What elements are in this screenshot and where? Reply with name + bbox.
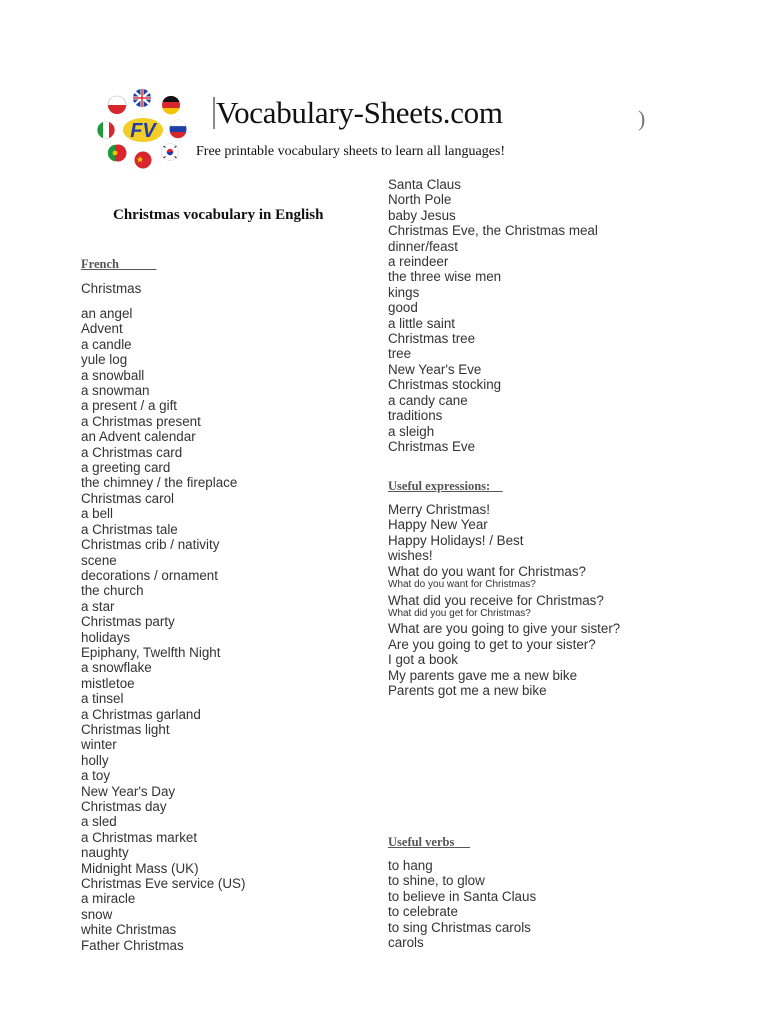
vocabulary-item: holly xyxy=(81,752,109,768)
expression-item: What do you want for Christmas? xyxy=(388,579,536,591)
verb-item: to sing Christmas carols xyxy=(388,919,531,935)
vocabulary-item: a tinsel xyxy=(81,691,124,707)
vocabulary-item: Advent xyxy=(81,321,123,337)
vocabulary-item: kings xyxy=(388,284,420,300)
expression-item: What are you going to give your sister? xyxy=(388,621,621,637)
vocabulary-item: a sled xyxy=(81,814,117,830)
vocabulary-item: decorations / ornament xyxy=(81,567,218,583)
verb-item: carols xyxy=(388,935,424,951)
site-name: Vocabulary-Sheets.com xyxy=(216,95,503,130)
vocabulary-item: a Christmas present xyxy=(81,413,201,429)
vocabulary-item: a Christmas garland xyxy=(81,706,201,722)
site-logo xyxy=(96,88,192,170)
vocabulary-item: dinner/feast xyxy=(388,238,458,254)
verbs-list xyxy=(388,858,536,950)
vocabulary-item: a reindeer xyxy=(388,254,449,270)
verb-item: to shine, to glow xyxy=(388,873,485,889)
site-name-divider xyxy=(213,97,215,129)
vocabulary-item: a candy cane xyxy=(388,392,468,408)
vocabulary-item: Christmas Eve xyxy=(388,438,476,454)
korea-flag-icon xyxy=(162,144,179,161)
vocabulary-item: a Christmas market xyxy=(81,829,198,845)
vocabulary-item: good xyxy=(388,300,418,316)
vocabulary-item: Midnight Mass (UK) xyxy=(81,860,199,876)
vocabulary-item: an angel xyxy=(81,306,133,321)
vocabulary-item: Christmas party xyxy=(81,614,175,630)
vocabulary-item: a Christmas card xyxy=(81,444,183,460)
flags-logo-icon xyxy=(96,88,192,170)
italy-flag-icon xyxy=(97,122,114,139)
vocabulary-item: the chimney / the fireplace xyxy=(81,475,238,491)
expression-item: My parents gave me a new bike xyxy=(388,667,578,683)
vocabulary-item: a miracle xyxy=(81,891,136,907)
first-word: Christmas xyxy=(81,281,142,296)
section-heading-expressions: Useful expressions: xyxy=(388,479,491,493)
vocabulary-item: traditions xyxy=(388,408,443,424)
vocabulary-item: holidays xyxy=(81,629,131,645)
vocabulary-item: Christmas day xyxy=(81,799,167,814)
vocabulary-item: white Christmas xyxy=(81,922,177,938)
vocabulary-item: tree xyxy=(388,346,412,362)
vocabulary-item: New Year's Eve xyxy=(388,361,482,377)
expression-item: Are you going to get to your sister? xyxy=(388,636,596,652)
vocabulary-item: naughty xyxy=(81,845,129,861)
germany-flag-icon xyxy=(162,96,180,114)
vocabulary-item: winter xyxy=(81,737,117,753)
verb-item: to celebrate xyxy=(388,904,458,920)
vocabulary-item: mistletoe xyxy=(81,675,135,691)
right-word-list xyxy=(388,177,598,454)
verb-item: to believe in Santa Claus xyxy=(388,888,537,904)
vocabulary-item: an Advent calendar xyxy=(81,429,196,445)
vocabulary-item: a snowflake xyxy=(81,660,152,676)
vocabulary-item: Christmas tree xyxy=(388,331,476,347)
expression-item: What do you want for Christmas? xyxy=(388,563,586,579)
svg-text:FV: FV xyxy=(130,120,156,142)
vocabulary-item: Christmas stocking xyxy=(388,377,502,393)
vocabulary-item: the three wise men xyxy=(388,269,502,285)
expression-item: What did you receive for Christmas? xyxy=(388,592,604,608)
vocabulary-item: a greeting card xyxy=(81,460,171,476)
expressions-list xyxy=(388,502,620,698)
vocabulary-item: a snowball xyxy=(81,367,145,383)
vocabulary-item: a candle xyxy=(81,336,132,352)
vocabulary-item: a little saint xyxy=(388,315,455,331)
uk-flag-icon xyxy=(133,89,151,107)
expression-item: Happy Holidays! / Best xyxy=(388,532,524,548)
vocabulary-item: North Pole xyxy=(388,192,452,208)
vocabulary-item: a Christmas tale xyxy=(81,521,178,537)
vocabulary-item: scene xyxy=(81,552,117,568)
left-word-list xyxy=(81,306,245,953)
expression-item: I got a book xyxy=(388,652,458,668)
poland-flag-icon xyxy=(108,96,126,114)
vocabulary-item: Christmas crib / nativity xyxy=(81,537,220,553)
vocabulary-item: a sleigh xyxy=(388,423,435,439)
expression-item: Happy New Year xyxy=(388,517,488,533)
fv-logo-icon xyxy=(123,118,163,142)
expression-item: Parents got me a new bike xyxy=(388,683,547,699)
vocabulary-item: New Year's Day xyxy=(81,783,176,799)
expression-item: What did you get for Christmas? xyxy=(388,607,531,619)
site-tagline: Free printable vocabulary sheets to learn all languages! xyxy=(196,144,506,159)
vocabulary-item: Christmas carol xyxy=(81,490,175,506)
expression-item: wishes! xyxy=(388,548,433,564)
vocabulary-item: snow xyxy=(81,906,113,922)
vocabulary-item: the church xyxy=(81,583,144,599)
vocabulary-item: Epiphany, Twelfth Night xyxy=(81,644,221,660)
vocabulary-item: Christmas light xyxy=(81,721,170,737)
vocabulary-item: a snowman xyxy=(81,383,150,399)
russia-flag-icon xyxy=(170,120,187,139)
vocabulary-item: a bell xyxy=(81,506,114,522)
vocabulary-item: a present / a gift xyxy=(81,398,178,414)
vocabulary-item: Christmas Eve, the Christmas meal xyxy=(388,223,598,239)
verb-item: to hang xyxy=(388,858,433,873)
section-heading-verbs: Useful verbs xyxy=(388,835,455,849)
header-decoration: ) xyxy=(638,106,646,131)
vocabulary-item: Father Christmas xyxy=(81,937,184,953)
section-heading-french: French xyxy=(81,257,119,271)
portugal-flag-icon xyxy=(108,145,127,162)
vocabulary-item: a toy xyxy=(81,768,111,784)
expression-item: Merry Christmas! xyxy=(388,502,490,517)
vocabulary-item: Santa Claus xyxy=(388,177,461,192)
vocabulary-item: Christmas Eve service (US) xyxy=(81,876,246,892)
vocabulary-item: a star xyxy=(81,598,115,614)
page-title: Christmas vocabulary in English xyxy=(113,207,324,223)
china-flag-icon xyxy=(135,152,152,169)
vocabulary-item: yule log xyxy=(81,352,128,368)
vocabulary-item: baby Jesus xyxy=(388,207,456,223)
